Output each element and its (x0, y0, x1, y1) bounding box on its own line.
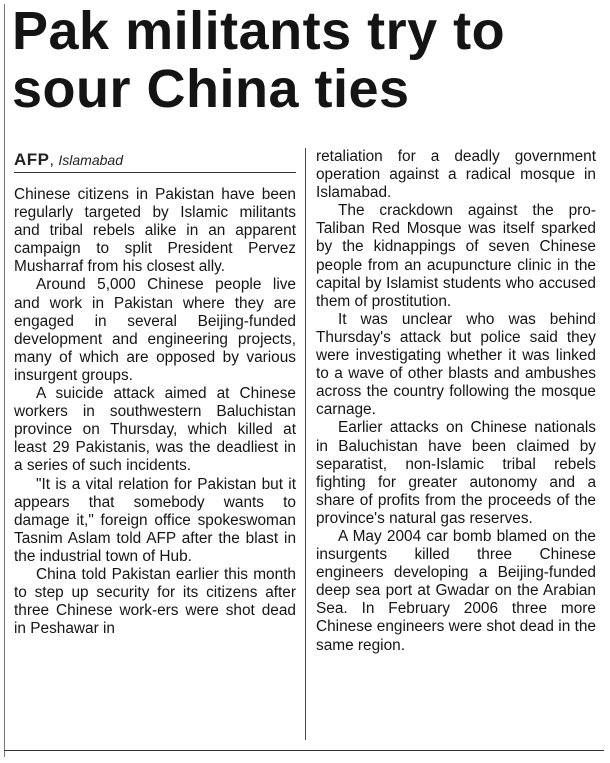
article-paragraph: Earlier attacks on Chinese nationals in Baluchistan have been claimed by separatist, non-Islamic tribal rebels fighting for greater autonomy and a share of profits from the proceeds of the province's natural gas reserves. (316, 419, 596, 527)
article-column-right (316, 148, 596, 655)
article-paragraph: "It is a vital relation for Pakistan but it appears that somebody wants to damage it," foreign office spokeswoman Tasnim Aslam told AFP after the blast in the industrial town of Hub. (14, 475, 296, 565)
bottom-divider (4, 750, 604, 751)
article-paragraph: A May 2004 car bomb blamed on the insurgents killed three Chinese engineers developing a Beijing-funded deep sea port at Gwadar on the Arabian Sea. In February 2006 three more Chinese engineers were shot dead in the same region. (316, 527, 596, 654)
article-paragraph: China told Pakistan earlier this month to step up security for its citizens after three Chinese work-ers were shot dead in Peshawar in (14, 565, 296, 638)
article-paragraph: Chinese citizens in Pakistan have been regularly targeted by Islamic militants and tribal rebels alike in an apparent campaign to split President Pervez Musharraf from his closest ally. (14, 186, 296, 276)
article-paragraph: A suicide attack aimed at Chinese workers in southwestern Baluchistan province on Thursday, which killed at least 29 Pakistanis, was the deadliest in a series of such incidents. (14, 385, 296, 475)
article-paragraph: Around 5,000 Chinese people live and work in Pakistan where they are engaged in several Beijing-funded development and engineering projects, many of which are opposed by various insurgent groups. (14, 276, 296, 384)
byline-divider (14, 172, 296, 173)
column-divider (305, 148, 306, 740)
article-column-left (14, 186, 296, 638)
byline-location: Islamabad (58, 152, 123, 168)
article-paragraph: It was unclear who was behind Thursday's attack but police said they were investigating whether it was linked to a wave of other blasts and ambushes across the country following the mosque carnage. (316, 310, 596, 419)
byline (14, 150, 123, 170)
article-paragraph: retaliation for a deadly government operation against a radical mosque in Islamabad. (316, 148, 596, 202)
headline: Pak militants try to sour China ties (12, 1, 506, 119)
byline-separator: , (49, 152, 59, 169)
article-paragraph: The crackdown against the pro-Taliban Red Mosque was itself sparked by the kidnappings of seven Chinese people from an acupuncture clinic in the capital by Islamist students who accused them of prostitution. (316, 202, 596, 310)
byline-agency: AFP (14, 150, 50, 169)
